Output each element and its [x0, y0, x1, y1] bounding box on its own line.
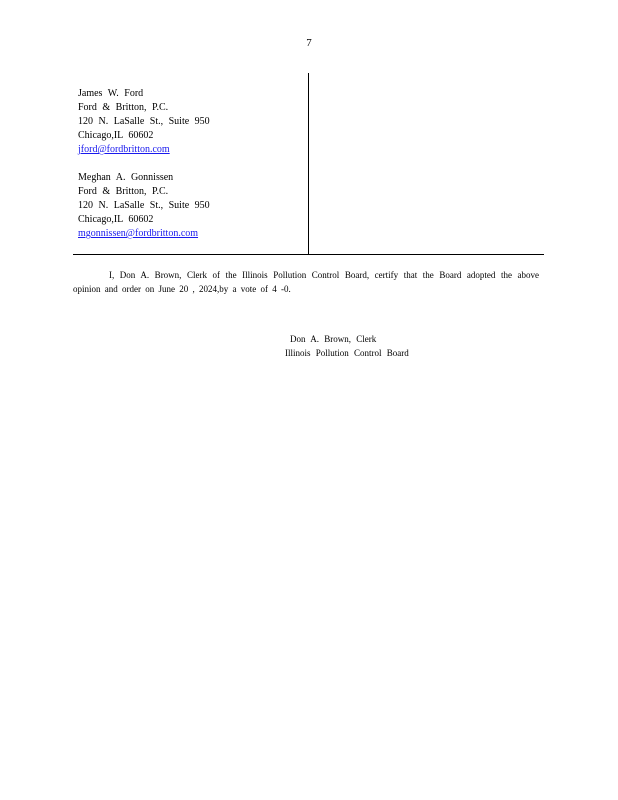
- service-entry-ford: [78, 87, 303, 157]
- attorney-name: Meghan A. Gonnissen: [78, 172, 174, 183]
- city-state-zip: Chicago,IL 60602: [78, 214, 154, 225]
- signature-block: [285, 332, 409, 360]
- service-entry-gonnissen: [78, 171, 303, 241]
- street-address: 120 N. LaSalle St., Suite 950: [78, 116, 210, 127]
- law-firm: Ford & Britton, P.C.: [78, 186, 169, 197]
- street-address: 120 N. LaSalle St., Suite 950: [78, 200, 210, 211]
- law-firm: Ford & Britton, P.C.: [78, 102, 169, 113]
- attorney-name: James W. Ford: [78, 88, 144, 99]
- section-divider: [73, 254, 544, 255]
- clerk-name-title: Don A. Brown, Clerk: [290, 334, 377, 344]
- column-divider: [308, 73, 309, 254]
- city-state-zip: Chicago,IL 60602: [78, 130, 154, 141]
- page-number: 7: [306, 37, 312, 49]
- email-link[interactable]: jford@fordbritton.com: [78, 144, 170, 155]
- email-link[interactable]: mgonnissen@fordbritton.com: [78, 228, 199, 239]
- clerk-certification: I, Don A. Brown, Clerk of the Illinois Pollution Control Board, certify that the Board adopted the above opinion and order on June 20 , 2024,by a vote of 4 -0.: [73, 270, 539, 294]
- board-name: Illinois Pollution Control Board: [285, 348, 409, 358]
